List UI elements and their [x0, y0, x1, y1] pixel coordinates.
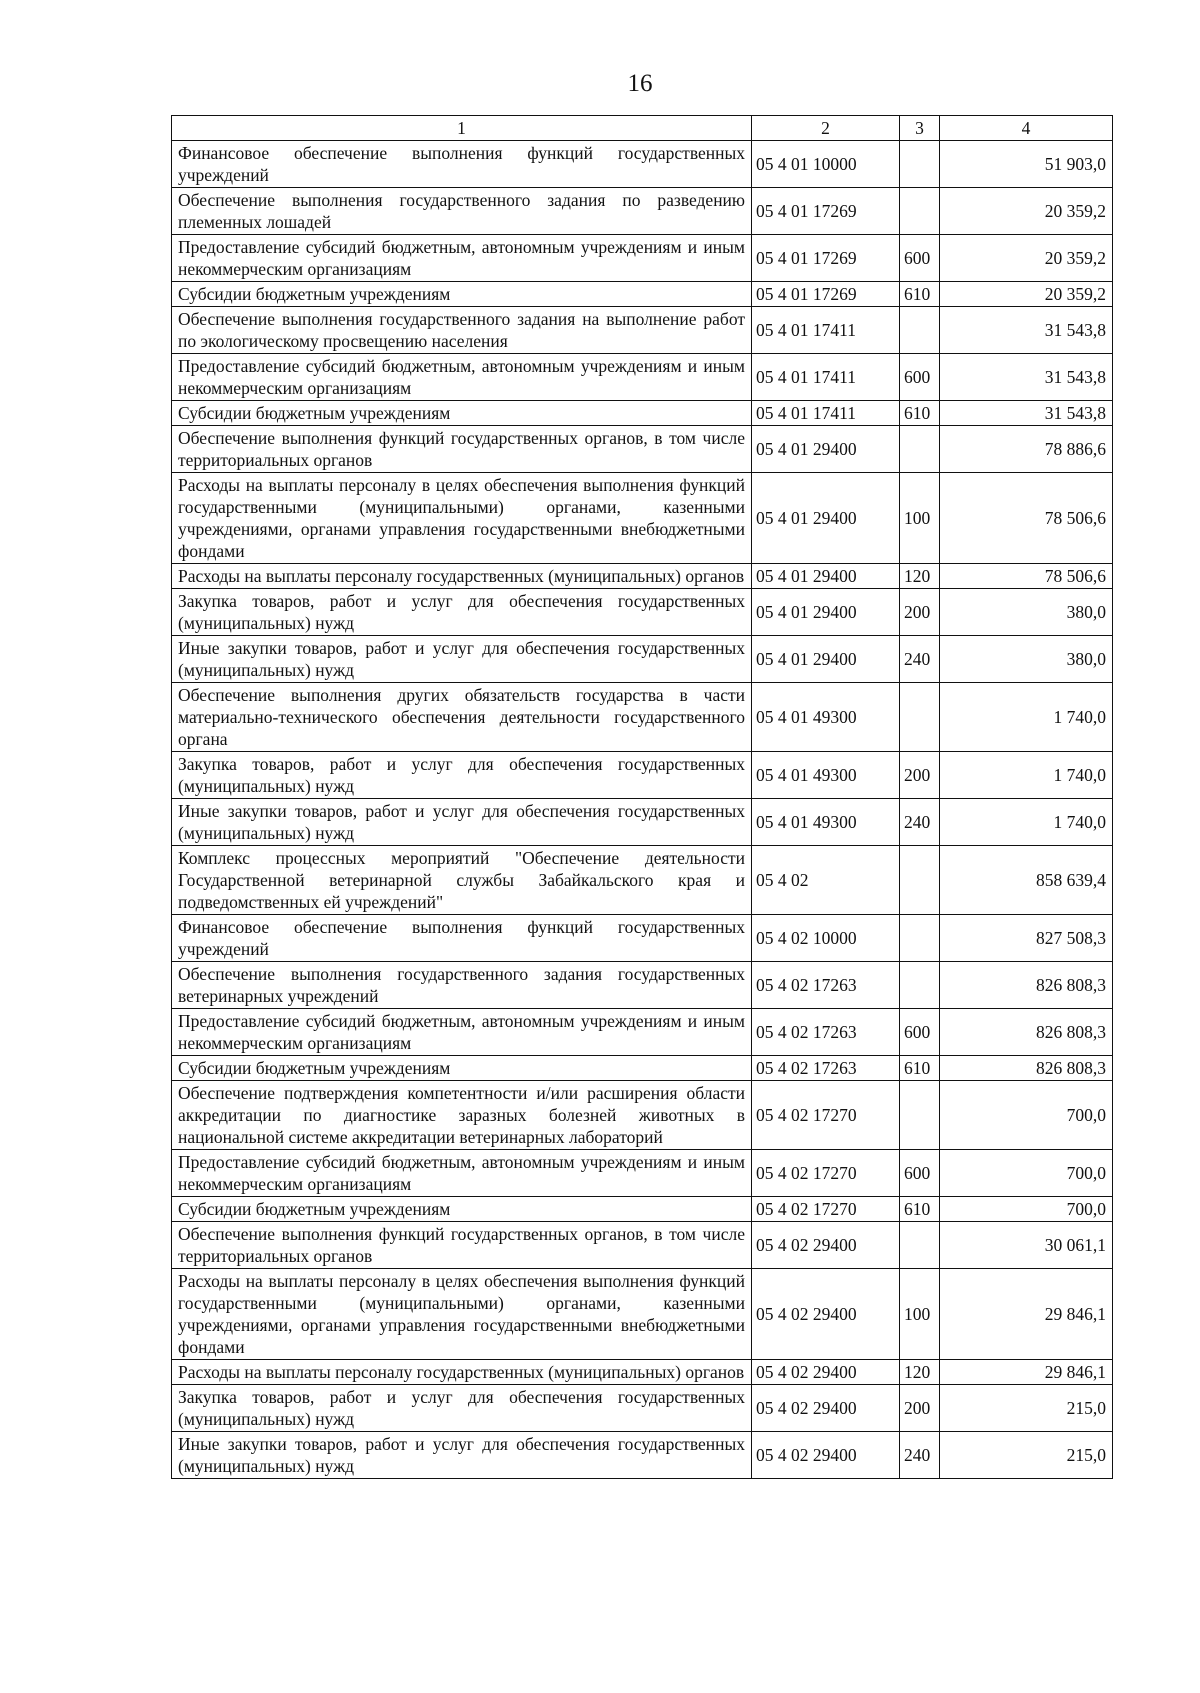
row-sum-cell: 20 359,2 — [940, 188, 1113, 235]
table-row — [172, 1432, 1113, 1479]
row-code-cell: 05 4 01 29400 — [752, 564, 900, 589]
row-code-cell: 05 4 01 49300 — [752, 799, 900, 846]
table-row — [172, 636, 1113, 683]
row-name-cell: Субсидии бюджетным учреждениям — [172, 282, 752, 307]
table-row — [172, 1197, 1113, 1222]
table-row — [172, 564, 1113, 589]
row-code-cell: 05 4 02 29400 — [752, 1432, 900, 1479]
table-body — [172, 141, 1113, 1479]
table-row — [172, 1269, 1113, 1360]
header-col-3: 3 — [900, 116, 940, 141]
row-code-cell: 05 4 01 17411 — [752, 401, 900, 426]
row-sum-cell: 826 808,3 — [940, 1056, 1113, 1081]
row-sum-cell: 78 506,6 — [940, 473, 1113, 564]
row-sum-cell: 1 740,0 — [940, 683, 1113, 752]
row-sum-cell: 30 061,1 — [940, 1222, 1113, 1269]
table-header-row — [172, 116, 1113, 141]
row-type-cell — [900, 1222, 940, 1269]
table-row — [172, 683, 1113, 752]
row-name-cell: Субсидии бюджетным учреждениям — [172, 401, 752, 426]
row-sum-cell: 78 886,6 — [940, 426, 1113, 473]
row-type-cell — [900, 915, 940, 962]
row-sum-cell: 858 639,4 — [940, 846, 1113, 915]
row-type-cell: 240 — [900, 799, 940, 846]
table-row — [172, 235, 1113, 282]
row-sum-cell: 700,0 — [940, 1150, 1113, 1197]
row-name-cell: Предоставление субсидий бюджетным, автономным учреждениям и иным некоммерческим организациям — [172, 1150, 752, 1197]
row-sum-cell: 700,0 — [940, 1081, 1113, 1150]
table-row — [172, 1360, 1113, 1385]
row-name-cell: Финансовое обеспечение выполнения функций государственных учреждений — [172, 915, 752, 962]
row-type-cell: 100 — [900, 1269, 940, 1360]
row-type-cell: 610 — [900, 282, 940, 307]
row-sum-cell: 215,0 — [940, 1432, 1113, 1479]
table-row — [172, 188, 1113, 235]
table-row — [172, 962, 1113, 1009]
row-name-cell: Предоставление субсидий бюджетным, автономным учреждениям и иным некоммерческим организациям — [172, 1009, 752, 1056]
row-type-cell: 600 — [900, 354, 940, 401]
row-sum-cell: 215,0 — [940, 1385, 1113, 1432]
row-sum-cell: 78 506,6 — [940, 564, 1113, 589]
row-sum-cell: 700,0 — [940, 1197, 1113, 1222]
row-name-cell: Обеспечение выполнения государственного задания на выполнение работ по экологическому просвещению населения — [172, 307, 752, 354]
row-sum-cell: 826 808,3 — [940, 1009, 1113, 1056]
table-row — [172, 1150, 1113, 1197]
row-sum-cell: 380,0 — [940, 636, 1113, 683]
row-name-cell: Расходы на выплаты персоналу государственных (муниципальных) органов — [172, 1360, 752, 1385]
row-type-cell — [900, 683, 940, 752]
row-type-cell — [900, 141, 940, 188]
row-name-cell: Иные закупки товаров, работ и услуг для обеспечения государственных (муниципальных) нужд — [172, 636, 752, 683]
row-code-cell: 05 4 02 17263 — [752, 962, 900, 1009]
row-name-cell: Субсидии бюджетным учреждениям — [172, 1197, 752, 1222]
page-number: 16 — [627, 70, 653, 97]
row-sum-cell: 20 359,2 — [940, 282, 1113, 307]
budget-table — [171, 115, 1113, 1479]
table-row — [172, 589, 1113, 636]
row-type-cell: 240 — [900, 636, 940, 683]
table-row — [172, 1385, 1113, 1432]
row-type-cell: 600 — [900, 1150, 940, 1197]
row-type-cell: 120 — [900, 564, 940, 589]
row-code-cell: 05 4 01 17411 — [752, 307, 900, 354]
row-name-cell: Закупка товаров, работ и услуг для обеспечения государственных (муниципальных) нужд — [172, 589, 752, 636]
row-sum-cell: 31 543,8 — [940, 401, 1113, 426]
row-type-cell — [900, 188, 940, 235]
row-code-cell: 05 4 01 17411 — [752, 354, 900, 401]
row-type-cell — [900, 1081, 940, 1150]
row-name-cell: Предоставление субсидий бюджетным, автономным учреждениям и иным некоммерческим организациям — [172, 354, 752, 401]
row-name-cell: Расходы на выплаты персоналу в целях обеспечения выполнения функций государственными (муниципальными) органами, казенными учреждениями, органами управления государственными внебюджетными фондами — [172, 1269, 752, 1360]
row-type-cell — [900, 962, 940, 1009]
row-code-cell: 05 4 01 29400 — [752, 636, 900, 683]
row-code-cell: 05 4 01 10000 — [752, 141, 900, 188]
row-code-cell: 05 4 01 29400 — [752, 426, 900, 473]
row-type-cell: 610 — [900, 1197, 940, 1222]
row-code-cell: 05 4 02 17270 — [752, 1150, 900, 1197]
table-row — [172, 752, 1113, 799]
row-name-cell: Предоставление субсидий бюджетным, автономным учреждениям и иным некоммерческим организациям — [172, 235, 752, 282]
row-name-cell: Иные закупки товаров, работ и услуг для обеспечения государственных (муниципальных) нужд — [172, 1432, 752, 1479]
row-sum-cell: 31 543,8 — [940, 354, 1113, 401]
row-name-cell: Обеспечение выполнения функций государственных органов, в том числе территориальных органов — [172, 426, 752, 473]
row-sum-cell: 1 740,0 — [940, 799, 1113, 846]
row-type-cell: 600 — [900, 1009, 940, 1056]
row-sum-cell: 20 359,2 — [940, 235, 1113, 282]
row-name-cell: Финансовое обеспечение выполнения функций государственных учреждений — [172, 141, 752, 188]
row-type-cell: 200 — [900, 752, 940, 799]
row-code-cell: 05 4 02 29400 — [752, 1269, 900, 1360]
row-code-cell: 05 4 02 17270 — [752, 1197, 900, 1222]
row-code-cell: 05 4 01 29400 — [752, 473, 900, 564]
table-row — [172, 401, 1113, 426]
row-name-cell: Закупка товаров, работ и услуг для обеспечения государственных (муниципальных) нужд — [172, 752, 752, 799]
row-name-cell: Иные закупки товаров, работ и услуг для обеспечения государственных (муниципальных) нужд — [172, 799, 752, 846]
row-sum-cell: 29 846,1 — [940, 1360, 1113, 1385]
row-code-cell: 05 4 02 — [752, 846, 900, 915]
row-name-cell: Обеспечение выполнения государственного задания государственных ветеринарных учреждений — [172, 962, 752, 1009]
row-code-cell: 05 4 01 17269 — [752, 282, 900, 307]
table-row — [172, 141, 1113, 188]
row-name-cell: Комплекс процессных мероприятий "Обеспечение деятельности Государственной ветеринарной службы Забайкальского края и подведомственных ей учреждений" — [172, 846, 752, 915]
row-name-cell: Обеспечение выполнения других обязательств государства в части материально-технического обеспечения деятельности государственного органа — [172, 683, 752, 752]
row-code-cell: 05 4 02 17263 — [752, 1009, 900, 1056]
row-type-cell: 120 — [900, 1360, 940, 1385]
row-code-cell: 05 4 01 17269 — [752, 235, 900, 282]
header-col-4: 4 — [940, 116, 1113, 141]
header-col-2: 2 — [752, 116, 900, 141]
table-row — [172, 1009, 1113, 1056]
row-sum-cell: 827 508,3 — [940, 915, 1113, 962]
table-row — [172, 354, 1113, 401]
header-col-1: 1 — [172, 116, 752, 141]
row-type-cell — [900, 846, 940, 915]
row-name-cell: Обеспечение выполнения государственного задания по разведению племенных лошадей — [172, 188, 752, 235]
table-row — [172, 426, 1113, 473]
table-row — [172, 473, 1113, 564]
row-code-cell: 05 4 02 29400 — [752, 1360, 900, 1385]
row-type-cell: 610 — [900, 401, 940, 426]
row-type-cell — [900, 426, 940, 473]
row-code-cell: 05 4 02 17270 — [752, 1081, 900, 1150]
row-code-cell: 05 4 02 10000 — [752, 915, 900, 962]
table-row — [172, 1081, 1113, 1150]
row-type-cell: 100 — [900, 473, 940, 564]
row-code-cell: 05 4 01 29400 — [752, 589, 900, 636]
row-name-cell: Обеспечение подтверждения компетентности и/или расширения области аккредитации по диагностике заразных болезней животных в национальной системе аккредитации ветеринарных лабораторий — [172, 1081, 752, 1150]
table-row — [172, 307, 1113, 354]
table-row — [172, 282, 1113, 307]
table-row — [172, 1222, 1113, 1269]
row-type-cell: 610 — [900, 1056, 940, 1081]
row-sum-cell: 31 543,8 — [940, 307, 1113, 354]
row-name-cell: Расходы на выплаты персоналу государственных (муниципальных) органов — [172, 564, 752, 589]
row-sum-cell: 51 903,0 — [940, 141, 1113, 188]
row-type-cell — [900, 307, 940, 354]
row-code-cell: 05 4 01 49300 — [752, 683, 900, 752]
table-row — [172, 799, 1113, 846]
row-name-cell: Субсидии бюджетным учреждениям — [172, 1056, 752, 1081]
row-sum-cell: 1 740,0 — [940, 752, 1113, 799]
row-type-cell: 600 — [900, 235, 940, 282]
row-code-cell: 05 4 01 17269 — [752, 188, 900, 235]
row-code-cell: 05 4 02 17263 — [752, 1056, 900, 1081]
row-type-cell: 200 — [900, 1385, 940, 1432]
table-row — [172, 1056, 1113, 1081]
row-sum-cell: 380,0 — [940, 589, 1113, 636]
row-code-cell: 05 4 02 29400 — [752, 1222, 900, 1269]
row-name-cell: Закупка товаров, работ и услуг для обеспечения государственных (муниципальных) нужд — [172, 1385, 752, 1432]
row-sum-cell: 826 808,3 — [940, 962, 1113, 1009]
row-name-cell: Расходы на выплаты персоналу в целях обеспечения выполнения функций государственными (муниципальными) органами, казенными учреждениями, органами управления государственными внебюджетными фондами — [172, 473, 752, 564]
row-type-cell: 200 — [900, 589, 940, 636]
row-type-cell: 240 — [900, 1432, 940, 1479]
row-name-cell: Обеспечение выполнения функций государственных органов, в том числе территориальных органов — [172, 1222, 752, 1269]
row-code-cell: 05 4 02 29400 — [752, 1385, 900, 1432]
row-sum-cell: 29 846,1 — [940, 1269, 1113, 1360]
table-row — [172, 846, 1113, 915]
row-code-cell: 05 4 01 49300 — [752, 752, 900, 799]
table-row — [172, 915, 1113, 962]
